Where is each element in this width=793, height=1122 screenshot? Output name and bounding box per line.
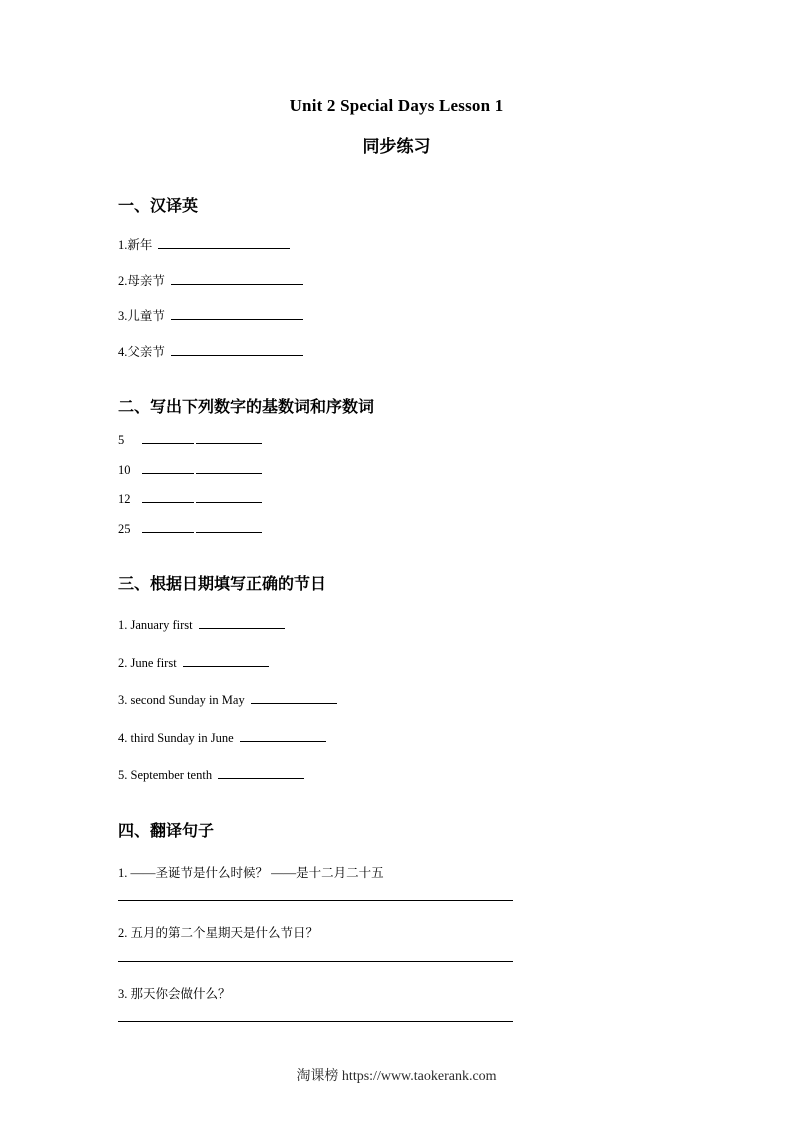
number-item [118, 431, 733, 447]
ordinal-blank[interactable] [196, 431, 262, 444]
question-item [118, 654, 733, 670]
answer-blank[interactable] [240, 729, 326, 742]
answer-line[interactable] [118, 960, 513, 962]
number-item [118, 490, 733, 506]
answer-blank[interactable] [199, 616, 285, 629]
question-label: 1. January first [118, 618, 193, 632]
section-heading-2: 二、写出下列数字的基数词和序数词 [118, 399, 375, 416]
ordinal-blank[interactable] [196, 520, 262, 533]
question-label: 3. second Sunday in May [118, 693, 245, 707]
ordinal-blank[interactable] [196, 490, 262, 503]
question-label: 1.新年 [118, 238, 153, 252]
question-item [118, 236, 733, 252]
answer-line[interactable] [118, 1020, 513, 1022]
translation-item: 3. 那天你会做什么？ [118, 986, 231, 1001]
section-2-items [118, 431, 733, 535]
question-label: 3.儿童节 [118, 309, 165, 323]
section-3-items [118, 616, 733, 782]
footer-watermark: 淘课榜 https://www.taokerank.com [296, 1069, 497, 1084]
section-heading-4: 四、翻译句子 [118, 822, 215, 840]
number-label: 5 [118, 433, 125, 447]
number-item [118, 461, 733, 477]
question-label: 2.母亲节 [118, 273, 165, 288]
question-item [118, 272, 733, 288]
question-item [118, 691, 733, 707]
page-subtitle: 同步练习 [362, 137, 431, 156]
ordinal-blank[interactable] [196, 461, 262, 474]
number-label: 10 [118, 462, 131, 477]
section-heading-3: 三、根据日期填写正确的节日 [118, 576, 327, 593]
cardinal-blank[interactable] [142, 431, 194, 444]
question-item [118, 766, 733, 782]
answer-blank[interactable] [251, 691, 337, 704]
section-4-items [118, 927, 733, 940]
answer-blank[interactable] [171, 272, 303, 285]
answer-blank[interactable] [218, 766, 304, 779]
section-4-items [118, 867, 733, 880]
cardinal-blank[interactable] [142, 461, 194, 474]
question-label: 4.父亲节 [118, 344, 165, 359]
number-item [118, 520, 733, 536]
answer-blank[interactable] [158, 236, 290, 249]
page-title: Unit 2 Special Days Lesson 1 [289, 96, 504, 115]
translation-item: 1. ——圣诞节是什么时候？ ——是十二月二十五 [118, 865, 384, 880]
section-1-items [118, 236, 733, 358]
number-label: 25 [118, 521, 131, 536]
cardinal-blank[interactable] [142, 520, 194, 533]
answer-blank[interactable] [171, 307, 303, 320]
question-item [118, 307, 733, 323]
number-label: 12 [118, 492, 131, 506]
section-4-items [118, 988, 733, 1001]
section-heading-1: 一、汉译英 [118, 198, 199, 215]
answer-blank[interactable] [183, 654, 269, 667]
question-item [118, 343, 733, 359]
answer-blank[interactable] [171, 343, 303, 356]
question-label: 2. June first [118, 655, 177, 670]
question-item [118, 616, 733, 632]
question-label: 5. September tenth [118, 768, 213, 782]
answer-line[interactable] [118, 899, 513, 901]
translation-item: 2. 五月的第二个星期天是什么节日？ [118, 926, 319, 940]
question-item [118, 729, 733, 745]
cardinal-blank[interactable] [142, 490, 194, 503]
question-label: 4. third Sunday in June [118, 730, 234, 745]
